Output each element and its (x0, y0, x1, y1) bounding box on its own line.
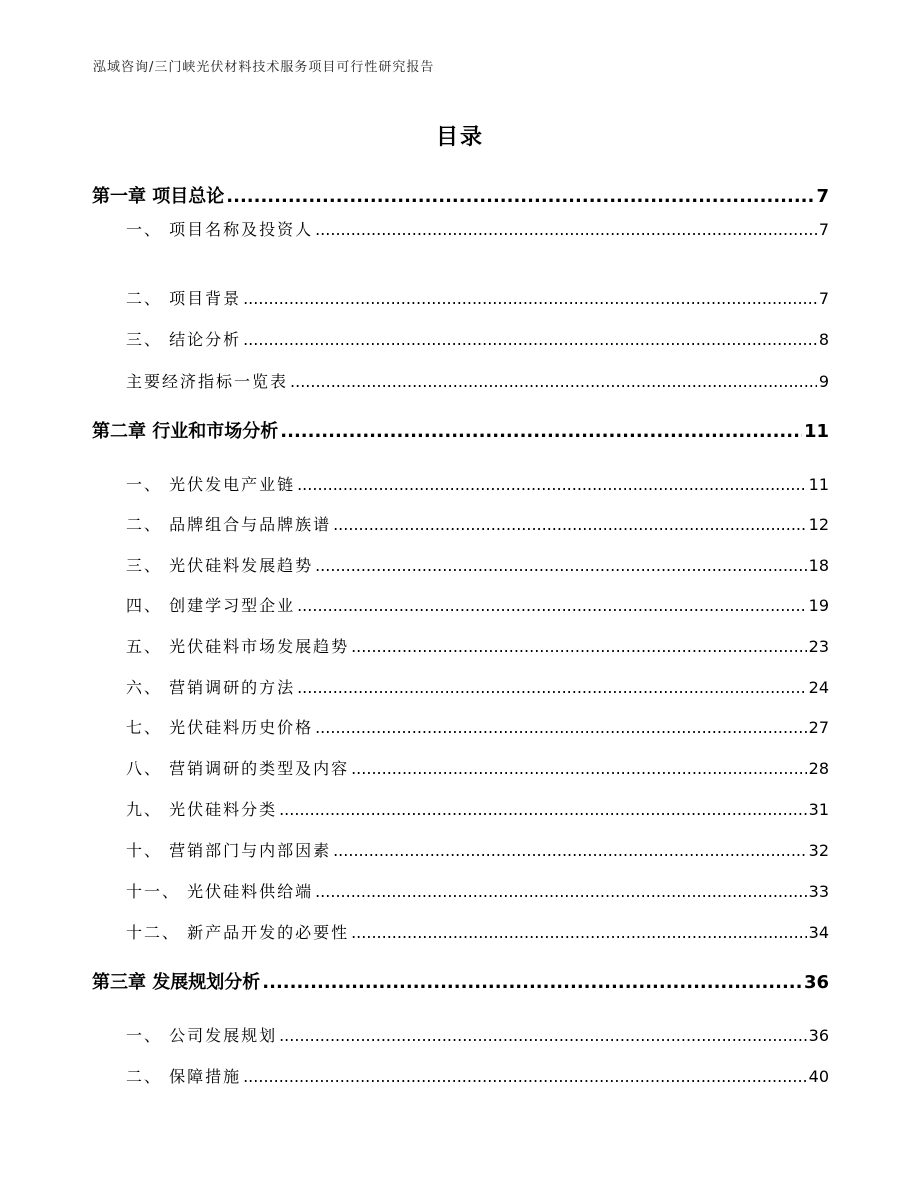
toc-entry-label: 二、 保障措施 (126, 1067, 242, 1086)
toc-leader-dots (351, 756, 807, 782)
toc-entry[interactable] (126, 634, 829, 660)
toc-leader-dots (243, 1064, 807, 1090)
toc-entry[interactable] (126, 675, 829, 701)
toc-entry-page: 31 (808, 800, 829, 819)
toc-entry-label: 三、 结论分析 (126, 330, 242, 349)
page-title: 目录 (435, 125, 484, 150)
toc-entry-page: 19 (808, 596, 829, 615)
toc-leader-dots (290, 369, 817, 395)
toc-entry[interactable] (126, 512, 829, 538)
toc-leader-dots (315, 879, 807, 905)
toc-entry[interactable] (126, 217, 829, 243)
toc-entry-label: 九、 光伏硅料分类 (126, 800, 278, 819)
toc-leader-dots (315, 553, 807, 579)
toc-entry-label: 一、 公司发展规划 (126, 1026, 278, 1045)
toc-entry-label: 七、 光伏硅料历史价格 (126, 718, 314, 737)
toc-entry-label: 四、 创建学习型企业 (126, 596, 296, 615)
toc-leader-dots (243, 327, 817, 353)
toc-entry-page: 11 (803, 421, 829, 442)
toc-entry-label: 六、 营销调研的方法 (126, 678, 296, 697)
toc-entry-page: 27 (808, 718, 829, 737)
toc-entry-label: 五、 光伏硅料市场发展趋势 (126, 637, 350, 656)
toc-leader-dots (297, 675, 807, 701)
toc-entry[interactable] (126, 369, 829, 395)
toc-leader-dots (280, 419, 802, 445)
toc-leader-dots (243, 286, 817, 312)
toc-entry-page: 28 (808, 759, 829, 778)
toc-entry-page: 36 (808, 1026, 829, 1045)
toc-entry-label: 第一章 项目总论 (92, 186, 225, 207)
toc-entry[interactable] (92, 419, 829, 445)
toc-leader-dots (279, 797, 807, 823)
toc-entry-page: 33 (808, 882, 829, 901)
toc-leader-dots (351, 920, 807, 946)
toc-entry-page: 23 (808, 637, 829, 656)
toc-leader-dots (333, 838, 807, 864)
toc-entry[interactable] (126, 715, 829, 741)
toc-entry-label: 一、 光伏发电产业链 (126, 475, 296, 494)
toc-entry-label: 第三章 发展规划分析 (92, 972, 261, 993)
toc-entry[interactable] (126, 838, 829, 864)
toc-leader-dots (226, 184, 814, 210)
toc-entry[interactable] (126, 879, 829, 905)
toc-leader-dots (262, 970, 802, 996)
toc-leader-dots (315, 715, 807, 741)
toc-entry[interactable] (126, 553, 829, 579)
toc-leader-dots (333, 512, 807, 538)
toc-entry-label: 三、 光伏硅料发展趋势 (126, 556, 314, 575)
toc-entry[interactable] (126, 286, 829, 312)
toc-entry-label: 八、 营销调研的类型及内容 (126, 759, 350, 778)
toc-leader-dots (279, 1023, 807, 1049)
toc-entry[interactable] (126, 797, 829, 823)
toc-entry-label: 主要经济指标一览表 (126, 372, 289, 391)
toc-entry-label: 十、 营销部门与内部因素 (126, 841, 332, 860)
toc-entry[interactable] (126, 593, 829, 619)
toc-entry[interactable] (126, 1023, 829, 1049)
toc-entry-page: 11 (808, 475, 829, 494)
page-header: 泓域咨询/三门峡光伏材料技术服务项目可行性研究报告 (93, 60, 435, 75)
toc-entry-label: 一、 项目名称及投资人 (126, 220, 314, 239)
toc-entry-page: 18 (808, 556, 829, 575)
toc-entry-page: 7 (818, 289, 829, 308)
toc-entry[interactable] (126, 327, 829, 353)
toc-entry-page: 9 (818, 372, 829, 391)
toc-leader-dots (315, 217, 817, 243)
toc-leader-dots (297, 593, 807, 619)
toc-leader-dots (351, 634, 807, 660)
toc-entry-label: 二、 项目背景 (126, 289, 242, 308)
toc-entry[interactable] (126, 756, 829, 782)
toc-entry-label: 第二章 行业和市场分析 (92, 421, 279, 442)
toc-entry[interactable] (92, 184, 829, 210)
toc-entry-page: 7 (816, 186, 829, 207)
toc-entry-page: 7 (818, 220, 829, 239)
toc-entry[interactable] (92, 970, 829, 996)
toc-entry-page: 12 (808, 515, 829, 534)
toc-entry[interactable] (126, 920, 829, 946)
toc-entry-page: 8 (818, 330, 829, 349)
toc-entry-page: 36 (803, 972, 829, 993)
toc-entry-page: 32 (808, 841, 829, 860)
toc-entry[interactable] (126, 1064, 829, 1090)
toc-entry[interactable] (126, 472, 829, 498)
toc-entry-label: 十二、 新产品开发的必要性 (126, 923, 350, 942)
toc-leader-dots (297, 472, 807, 498)
toc-entry-page: 24 (808, 678, 829, 697)
toc-entry-page: 34 (808, 923, 829, 942)
toc-entry-label: 十一、 光伏硅料供给端 (126, 882, 314, 901)
toc-entry-label: 二、 品牌组合与品牌族谱 (126, 515, 332, 534)
toc-entry-page: 40 (808, 1067, 829, 1086)
